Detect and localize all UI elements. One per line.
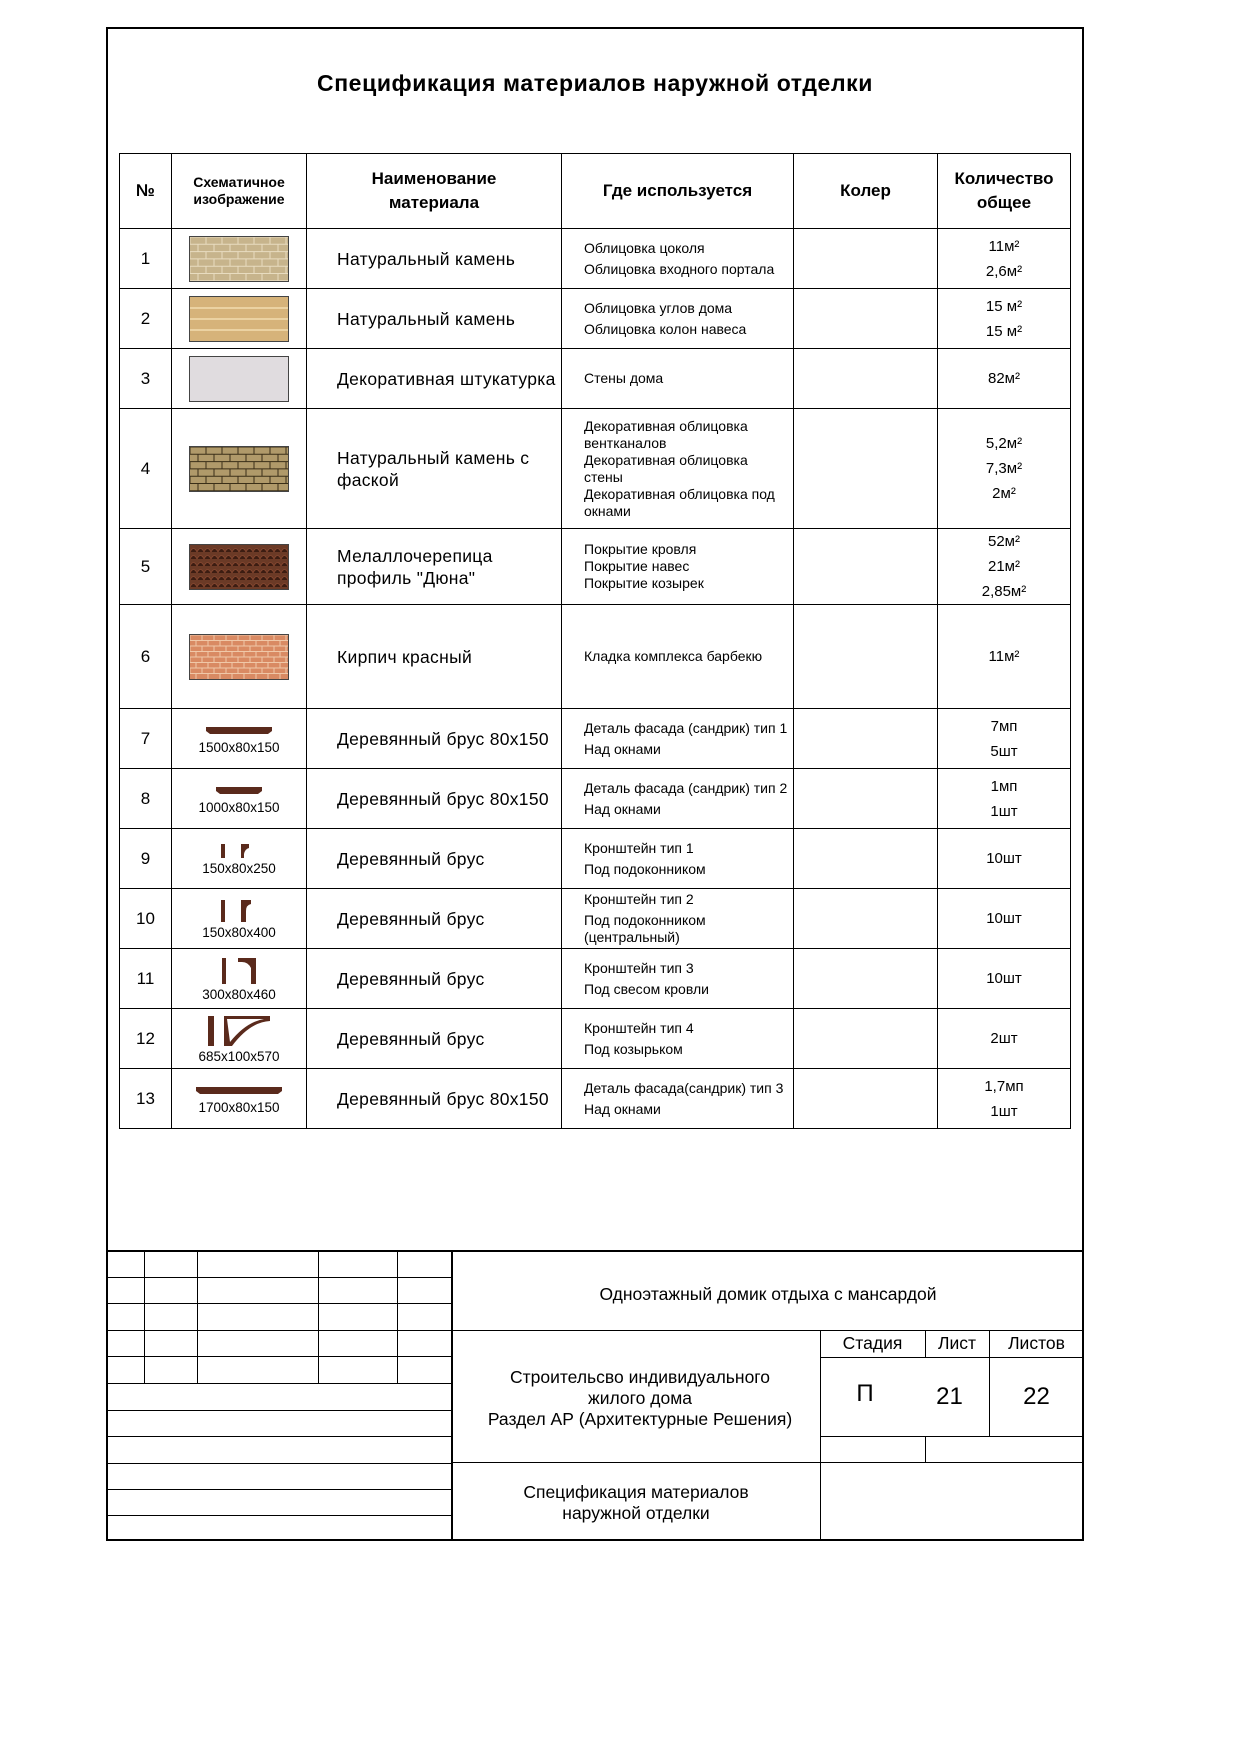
dimensions-label: 300х80х460 bbox=[202, 986, 276, 1002]
usage-cell bbox=[562, 529, 794, 605]
usage-item: Стены дома bbox=[584, 370, 664, 386]
col-header-qty: Количество общее bbox=[938, 154, 1071, 229]
col-header-color: Колер bbox=[794, 154, 938, 229]
quantity-cell bbox=[938, 605, 1071, 709]
lintel-beam-icon bbox=[189, 783, 289, 799]
material-name: Деревянный брус bbox=[307, 1009, 562, 1069]
material-name: Деревянный брус 80х150 bbox=[307, 1069, 562, 1129]
title-block-line bbox=[925, 1330, 926, 1357]
row-number: 11 bbox=[120, 949, 172, 1009]
quantity-cell bbox=[938, 529, 1071, 605]
material-name: Декоративная штукатурка bbox=[307, 349, 562, 409]
quantity-item: 1шт bbox=[990, 802, 1018, 820]
usage-item: Над окнами bbox=[584, 740, 661, 757]
materials-spec-table bbox=[119, 153, 1071, 1129]
schematic-image bbox=[172, 289, 307, 349]
color-cell bbox=[794, 605, 938, 709]
table-row bbox=[120, 949, 1071, 1009]
material-name: Деревянный брус bbox=[307, 889, 562, 949]
table-row bbox=[120, 409, 1071, 529]
title-block-line bbox=[318, 1250, 319, 1383]
usage-item: Кладка комплекса барбекю bbox=[584, 648, 763, 664]
col-header-image: Схематичное изображение bbox=[172, 154, 307, 229]
schematic-image bbox=[172, 409, 307, 529]
row-number: 3 bbox=[120, 349, 172, 409]
schematic-image bbox=[172, 529, 307, 605]
quantity-item: 11м² bbox=[988, 648, 1020, 665]
document-title: Спецификация материалов наружной отделки bbox=[316, 70, 874, 96]
usage-item: Декоративная облицовка под окнами bbox=[584, 485, 775, 519]
table-row bbox=[120, 1069, 1071, 1129]
col-header-num: № bbox=[120, 154, 172, 229]
stage-label: Стадия bbox=[842, 1333, 903, 1353]
usage-item: Деталь фасада (сандрик) тип 2 bbox=[584, 779, 788, 796]
color-cell bbox=[794, 349, 938, 409]
material-name: Кирпич красный bbox=[307, 605, 562, 709]
table-row bbox=[120, 529, 1071, 605]
schematic-image bbox=[172, 349, 307, 409]
schematic-image bbox=[172, 229, 307, 289]
title-block-line bbox=[925, 1436, 926, 1462]
title-block-line bbox=[820, 1436, 1084, 1437]
usage-cell bbox=[562, 605, 794, 709]
row-number: 6 bbox=[120, 605, 172, 709]
row-number: 8 bbox=[120, 769, 172, 829]
dimensions-label: 1000х80х150 bbox=[198, 799, 280, 815]
title-block-line bbox=[397, 1250, 398, 1383]
material-name: Мелаллочерепица профиль "Дюна" bbox=[307, 529, 562, 605]
schematic-image bbox=[172, 1009, 307, 1069]
usage-cell bbox=[562, 709, 794, 769]
quantity-item: 10шт bbox=[986, 910, 1022, 927]
color-cell bbox=[794, 1009, 938, 1069]
quantity-item: 82м² bbox=[988, 370, 1020, 387]
quantity-cell bbox=[938, 829, 1071, 889]
title-block-line bbox=[106, 1489, 452, 1490]
color-cell bbox=[794, 829, 938, 889]
schematic-image bbox=[172, 605, 307, 709]
title-block-line bbox=[144, 1250, 145, 1383]
usage-item: Кронштейн тип 4 bbox=[584, 1019, 694, 1036]
schematic-image bbox=[172, 1069, 307, 1129]
usage-cell bbox=[562, 229, 794, 289]
usage-cell bbox=[562, 289, 794, 349]
usage-item: Под козырьком bbox=[584, 1040, 683, 1057]
usage-cell bbox=[562, 1009, 794, 1069]
title-block-line bbox=[106, 1303, 452, 1304]
sheet-value: 21 bbox=[936, 1383, 963, 1410]
quantity-cell bbox=[938, 889, 1071, 949]
usage-item: Деталь фасада(сандрик) тип 3 bbox=[584, 1079, 784, 1096]
usage-item: Над окнами bbox=[584, 800, 661, 817]
dimensions-label: 150х80х400 bbox=[202, 924, 276, 940]
row-number: 7 bbox=[120, 709, 172, 769]
lintel-beam-icon bbox=[189, 1083, 289, 1099]
quantity-cell bbox=[938, 709, 1071, 769]
color-cell bbox=[794, 949, 938, 1009]
quantity-cell bbox=[938, 949, 1071, 1009]
dimensions-label: 1700х80х150 bbox=[198, 1099, 280, 1115]
quantity-item: 10шт bbox=[986, 850, 1022, 867]
title-block-line bbox=[106, 1356, 452, 1357]
schematic-image bbox=[172, 709, 307, 769]
row-number: 1 bbox=[120, 229, 172, 289]
usage-cell bbox=[562, 409, 794, 529]
usage-item: Покрытие кровля bbox=[584, 541, 697, 557]
sheet-title-line: Спецификация материалов bbox=[523, 1482, 749, 1502]
chamfered-stone-swatch bbox=[189, 446, 289, 492]
quantity-item: 10шт bbox=[986, 970, 1022, 987]
plaster-swatch bbox=[189, 356, 289, 402]
usage-cell bbox=[562, 349, 794, 409]
quantity-item: 7,3м² bbox=[985, 460, 1023, 477]
usage-item: Облицовка входного портала bbox=[584, 260, 775, 277]
usage-item: Покрытие козырек bbox=[584, 575, 704, 591]
material-name: Деревянный брус bbox=[307, 829, 562, 889]
row-number: 9 bbox=[120, 829, 172, 889]
schematic-image bbox=[172, 769, 307, 829]
title-block-line bbox=[106, 1515, 452, 1516]
section-description bbox=[452, 1367, 828, 1430]
project-name: Одноэтажный домик отдыха с мансардой bbox=[599, 1284, 937, 1304]
title-block-line bbox=[106, 1277, 452, 1278]
material-name: Деревянный брус 80х150 bbox=[307, 769, 562, 829]
usage-item: Кронштейн тип 3 bbox=[584, 959, 694, 976]
color-cell bbox=[794, 409, 938, 529]
table-row bbox=[120, 709, 1071, 769]
quantity-item: 2,85м² bbox=[981, 583, 1027, 600]
usage-item: Над окнами bbox=[584, 1100, 661, 1117]
usage-item: Декоративная облицовка стены bbox=[584, 451, 748, 485]
bracket-icon bbox=[206, 1014, 272, 1048]
quantity-cell bbox=[938, 289, 1071, 349]
quantity-item: 5шт bbox=[990, 742, 1018, 760]
table-row bbox=[120, 829, 1071, 889]
usage-item: Облицовка цоколя bbox=[584, 239, 705, 256]
table-row bbox=[120, 769, 1071, 829]
table-row bbox=[120, 289, 1071, 349]
usage-item: Покрытие навес bbox=[584, 558, 690, 574]
table-row bbox=[120, 1009, 1071, 1069]
row-number: 13 bbox=[120, 1069, 172, 1129]
color-cell bbox=[794, 709, 938, 769]
row-number: 4 bbox=[120, 409, 172, 529]
table-row bbox=[120, 349, 1071, 409]
schematic-image bbox=[172, 889, 307, 949]
quantity-item: 2м² bbox=[992, 485, 1016, 502]
color-cell bbox=[794, 1069, 938, 1129]
quantity-cell bbox=[938, 769, 1071, 829]
usage-item: Декоративная облицовка вентканалов bbox=[584, 417, 748, 451]
lintel-beam-icon bbox=[189, 723, 289, 739]
quantity-cell bbox=[938, 1069, 1071, 1129]
material-name: Натуральный камень bbox=[307, 289, 562, 349]
quantity-item: 1мп bbox=[990, 777, 1018, 795]
table-row bbox=[120, 605, 1071, 709]
table-header-row bbox=[120, 154, 1071, 229]
usage-cell bbox=[562, 769, 794, 829]
usage-item: Под подоконником (центральный) bbox=[584, 912, 706, 945]
material-name: Натуральный камень bbox=[307, 229, 562, 289]
usage-item: Облицовка колон навеса bbox=[584, 320, 747, 337]
color-cell bbox=[794, 289, 938, 349]
quantity-item: 52м² bbox=[988, 533, 1020, 550]
title-block-line bbox=[106, 1250, 1084, 1252]
usage-cell bbox=[562, 1069, 794, 1129]
quantity-cell bbox=[938, 409, 1071, 529]
quantity-item: 7мп bbox=[990, 717, 1018, 735]
quantity-cell bbox=[938, 349, 1071, 409]
material-name: Натуральный камень с фаской bbox=[307, 409, 562, 529]
quantity-item: 15 м² bbox=[985, 322, 1023, 340]
schematic-image bbox=[172, 829, 307, 889]
quantity-item: 2шт bbox=[990, 1030, 1018, 1047]
row-number: 2 bbox=[120, 289, 172, 349]
col-header-name: Наименование материала bbox=[307, 154, 562, 229]
metal-tile-swatch bbox=[189, 544, 289, 590]
color-cell bbox=[794, 769, 938, 829]
usage-cell bbox=[562, 829, 794, 889]
col-header-where: Где используется bbox=[562, 154, 794, 229]
title-block-line bbox=[452, 1462, 1084, 1463]
quantity-item: 15 м² bbox=[985, 297, 1023, 315]
section-line: жилого дома bbox=[588, 1388, 692, 1408]
sheet-title-line: наружной отделки bbox=[562, 1503, 710, 1523]
title-block-line bbox=[820, 1357, 1084, 1358]
stone-brick-swatch bbox=[189, 236, 289, 282]
quantity-item: 5,2м² bbox=[985, 435, 1023, 452]
color-cell bbox=[794, 229, 938, 289]
quantity-cell bbox=[938, 1009, 1071, 1069]
usage-cell bbox=[562, 889, 794, 949]
title-block-line bbox=[106, 1463, 452, 1464]
title-block-line bbox=[197, 1250, 198, 1383]
quantity-item: 21м² bbox=[988, 558, 1020, 575]
dimensions-label: 1500х80х150 bbox=[198, 739, 280, 755]
quantity-item: 2,6м² bbox=[985, 262, 1023, 280]
quantity-item: 1шт bbox=[990, 1102, 1018, 1120]
dimensions-label: 685х100х570 bbox=[198, 1048, 280, 1064]
section-line: Строительсво индивидуального bbox=[509, 1367, 771, 1387]
wood-plank-swatch bbox=[189, 296, 289, 342]
usage-item: Кронштейн тип 1 bbox=[584, 839, 694, 856]
schematic-image bbox=[172, 949, 307, 1009]
usage-item: Кронштейн тип 2 bbox=[584, 891, 694, 907]
row-number: 5 bbox=[120, 529, 172, 605]
usage-cell bbox=[562, 949, 794, 1009]
table-body bbox=[120, 229, 1071, 1129]
usage-item: Облицовка углов дома bbox=[584, 299, 733, 316]
material-name: Деревянный брус 80х150 bbox=[307, 709, 562, 769]
row-number: 12 bbox=[120, 1009, 172, 1069]
usage-item: Деталь фасада (сандрик) тип 1 bbox=[584, 719, 788, 736]
sheet-title bbox=[452, 1482, 820, 1524]
sheets-value: 22 bbox=[1023, 1383, 1050, 1410]
bracket-icon bbox=[219, 898, 259, 924]
table-row bbox=[120, 889, 1071, 949]
color-cell bbox=[794, 529, 938, 605]
section-line: Раздел АР (Архитектурные Решения) bbox=[487, 1409, 793, 1429]
row-number: 10 bbox=[120, 889, 172, 949]
title-block-line bbox=[989, 1330, 990, 1436]
title-block-line bbox=[106, 1410, 452, 1411]
material-name: Деревянный брус bbox=[307, 949, 562, 1009]
bracket-icon bbox=[214, 956, 264, 986]
usage-item: Под подоконником bbox=[584, 860, 706, 877]
title-block-line bbox=[451, 1250, 453, 1541]
quantity-item: 11м² bbox=[988, 237, 1020, 255]
table-row bbox=[120, 229, 1071, 289]
title-block-line bbox=[106, 1383, 452, 1384]
sheets-label: Листов bbox=[1008, 1333, 1065, 1353]
dimensions-label: 150х80х250 bbox=[202, 860, 276, 876]
usage-item: Под свесом кровли bbox=[584, 980, 709, 997]
quantity-cell bbox=[938, 229, 1071, 289]
color-cell bbox=[794, 889, 938, 949]
title-block-line bbox=[106, 1330, 452, 1331]
stage-value: П bbox=[856, 1380, 874, 1407]
title-block-line bbox=[106, 1436, 452, 1437]
red-brick-swatch bbox=[189, 634, 289, 680]
bracket-icon bbox=[219, 842, 259, 860]
sheet-label: Лист bbox=[937, 1333, 977, 1353]
quantity-item: 1,7мп bbox=[984, 1077, 1024, 1095]
